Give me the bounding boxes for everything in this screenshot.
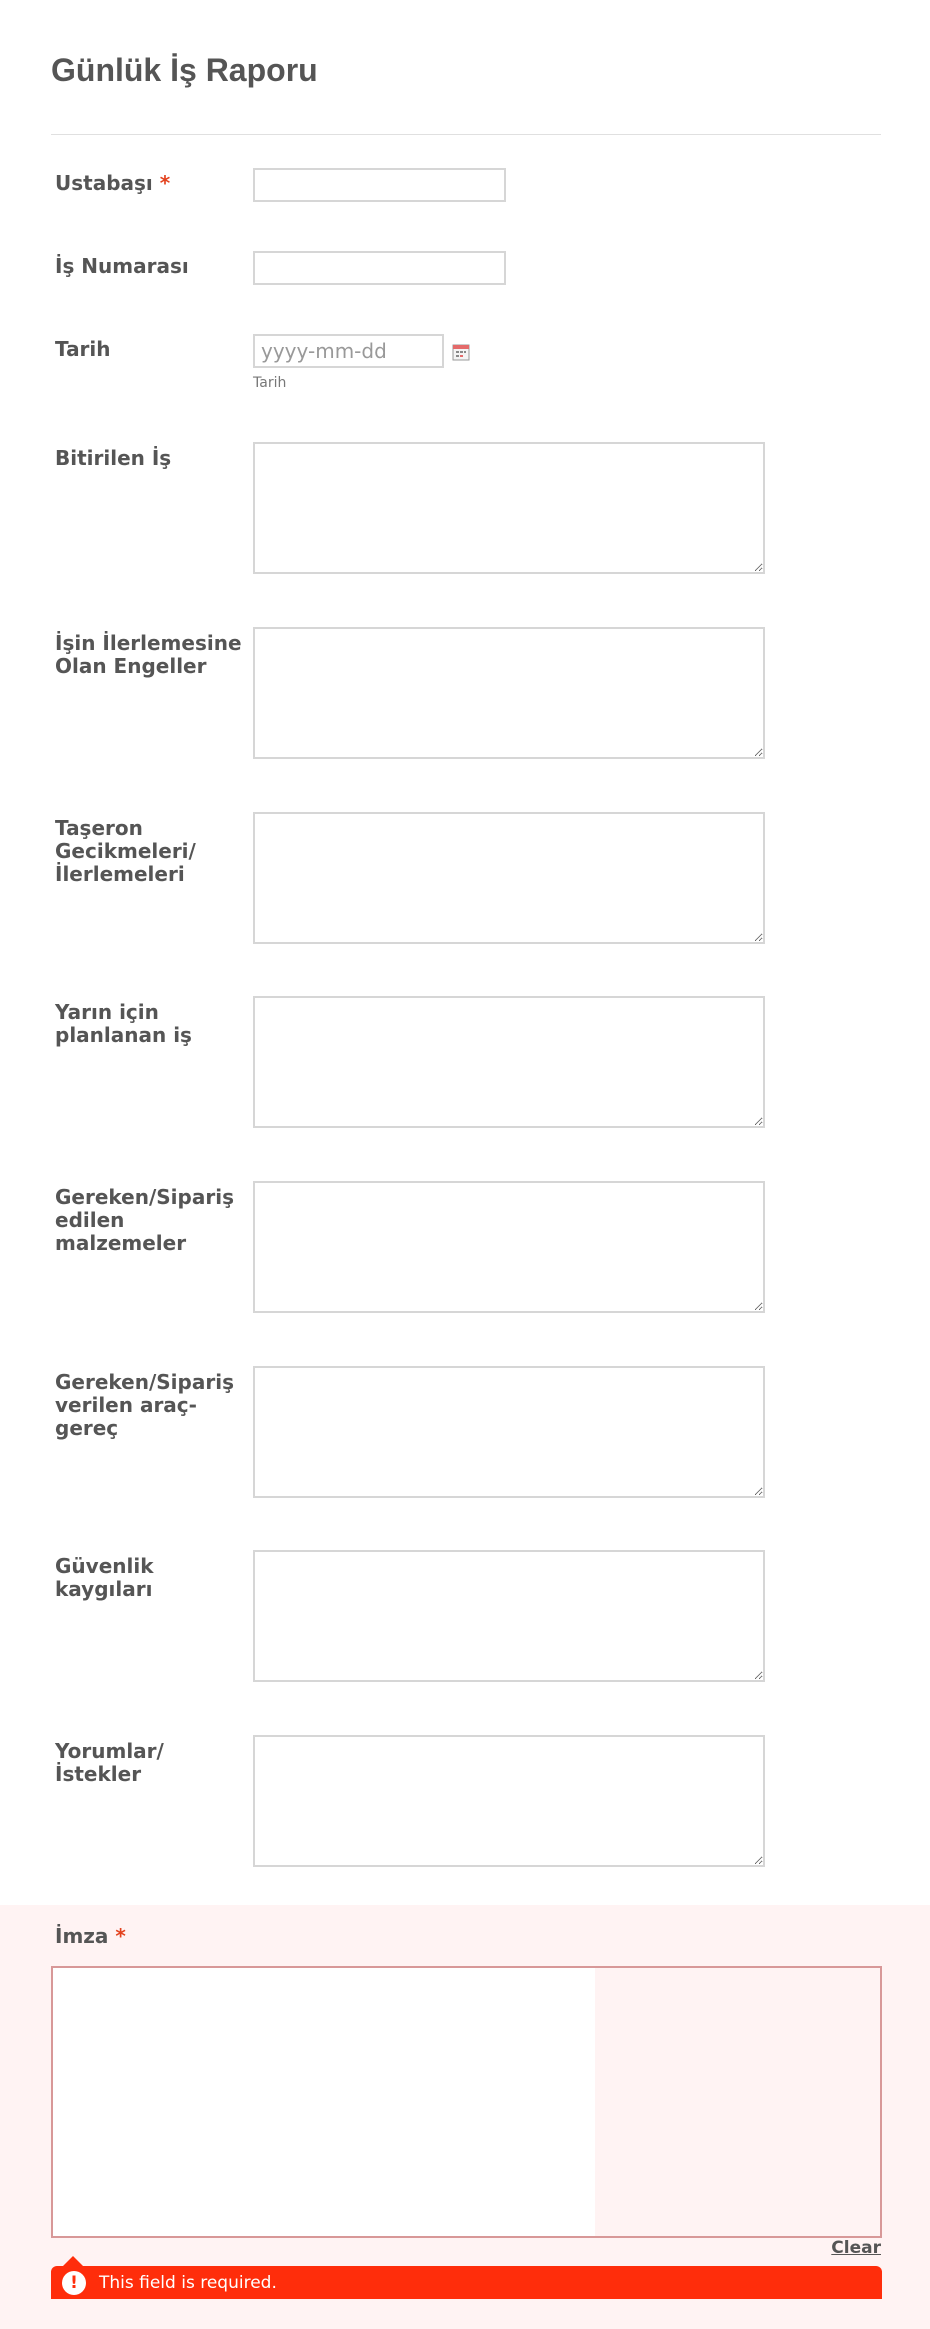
error-message-text: This field is required. — [99, 2273, 277, 2293]
obstacles-label: İşin İlerlemesine Olan Engeller — [55, 631, 242, 678]
error-pointer — [63, 2256, 83, 2266]
signature-label-text: İmza — [55, 1924, 109, 1948]
equipment-label: Gereken/Sipariş verilen araç-gereç — [55, 1370, 234, 1440]
completed-work-label: Bitirilen İş — [55, 446, 172, 470]
tomorrow-plan-textarea[interactable] — [253, 996, 765, 1128]
equipment-textarea[interactable] — [253, 1366, 765, 1498]
date-input[interactable] — [253, 334, 444, 368]
comments-textarea[interactable] — [253, 1735, 765, 1867]
obstacles-textarea[interactable] — [253, 627, 765, 759]
safety-textarea[interactable] — [253, 1550, 765, 1682]
date-sublabel: Tarih — [253, 375, 287, 391]
form-title: Günlük İş Raporu — [51, 52, 318, 88]
completed-work-textarea[interactable] — [253, 442, 765, 574]
comments-label: Yorumlar/ İstekler — [55, 1739, 164, 1786]
calendar-icon[interactable] — [452, 343, 470, 361]
foreman-label-text: Ustabaşı — [55, 171, 153, 195]
safety-label: Güvenlik kaygıları — [55, 1554, 154, 1601]
subcontractor-textarea[interactable] — [253, 812, 765, 944]
clear-signature-link[interactable]: Clear — [831, 2238, 881, 2258]
date-label: Tarih — [55, 337, 111, 361]
tomorrow-plan-label: Yarın için planlanan iş — [55, 1000, 192, 1047]
exclamation-circle-icon: ! — [62, 2271, 86, 2295]
job-number-label: İş Numarası — [55, 254, 189, 278]
required-marker: * — [159, 171, 171, 195]
subcontractor-label: Taşeron Gecikmeleri/ İlerlemeleri — [55, 816, 196, 886]
required-marker: * — [115, 1924, 126, 1948]
signature-label — [55, 1925, 250, 1948]
foreman-label — [55, 172, 250, 195]
materials-label: Gereken/Sipariş edilen malzemeler — [55, 1185, 234, 1255]
error-message-bar — [51, 2266, 882, 2299]
title-divider — [51, 134, 881, 135]
job-number-input[interactable] — [253, 251, 506, 285]
materials-textarea[interactable] — [253, 1181, 765, 1313]
foreman-input[interactable] — [253, 168, 506, 202]
signature-pad[interactable] — [51, 1966, 882, 2238]
